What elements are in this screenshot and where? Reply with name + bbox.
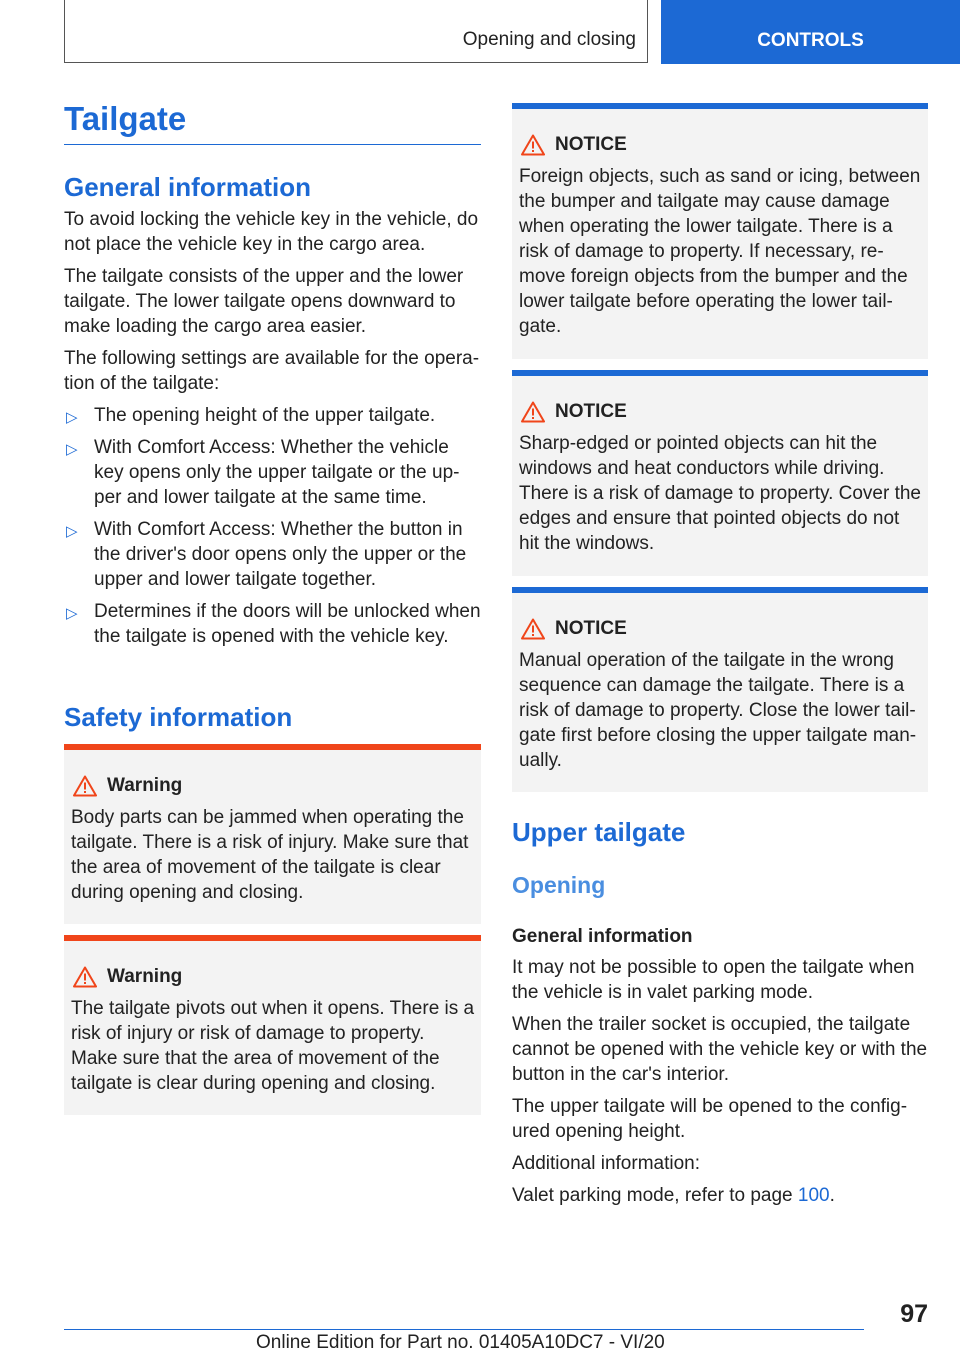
warning-box-2 bbox=[64, 935, 481, 1115]
footer-edition: Online Edition for Part no. 01405A10DC7 - VI/20 bbox=[256, 1332, 665, 1353]
warning-body: Body parts can be jammed when operating the tailgate. There is a risk of injury. Make sure that the area of movement of the tailgate is clear during opening and closing. bbox=[71, 807, 469, 903]
safety-information-heading: Safety information bbox=[64, 702, 293, 732]
warning-triangle-icon bbox=[521, 134, 545, 156]
opening-section bbox=[512, 926, 928, 1208]
opening-heading: Opening bbox=[512, 872, 606, 898]
general-information-subheading: General information bbox=[512, 926, 693, 947]
notice-body: Foreign objects, such as sand or icing, between the bumper and tailgate may cause damage when operating the lower tailgate. There is a risk of damage to property. If necessary, re‐move foreign objects from the bumper and the lower tailgate before operating the lower tail‐gate. bbox=[519, 166, 921, 337]
page-number: 97 bbox=[900, 1300, 928, 1328]
upper-tailgate-heading: Upper tailgate bbox=[512, 817, 686, 847]
list-item: ▷ With Comfort Access: Whether the button in the driver's door opens only the upper or the upper and lower tailgate together. bbox=[66, 519, 467, 590]
notice-box-1 bbox=[512, 103, 928, 359]
footer-divider bbox=[64, 1329, 864, 1330]
warning-body: The tailgate pivots out when it opens. There is a risk of injury or risk of damage to property. Make sure that the area of movement of the tailgate is clear during opening and closing. bbox=[71, 998, 475, 1094]
general-information-section bbox=[64, 172, 481, 656]
list-item: ▷ Determines if the doors will be unlocked when the tailgate is opened with the vehicle key. bbox=[66, 601, 481, 647]
list-item: ▷ The opening height of the upper tailgate. bbox=[64, 403, 481, 428]
list-item: ▷ With Comfort Access: Whether the vehicle key opens only the upper tailgate or the up‐per and lower tailgate at the same time. bbox=[66, 437, 460, 508]
header-tab-controls[interactable]: CONTROLS bbox=[661, 0, 960, 64]
warning-triangle-icon bbox=[73, 775, 97, 797]
triangle-bullet-icon: ▷ bbox=[66, 441, 78, 458]
warning-box-1 bbox=[64, 744, 481, 924]
warning-title: Warning bbox=[73, 966, 481, 988]
triangle-bullet-icon: ▷ bbox=[66, 523, 78, 540]
general-paragraph-3: The following settings are available for the opera‐tion of the tailgate: bbox=[64, 348, 480, 394]
notice-title: NOTICE bbox=[521, 618, 928, 640]
notice-body: Sharp-edged or pointed objects can hit the windows and heat conductors while driving. There is a risk of damage to property. Cover the edges and ensure that pointed objects do not hit the windows. bbox=[519, 433, 921, 554]
additional-information-label: Additional information: bbox=[512, 1153, 700, 1174]
notice-body: Manual operation of the tailgate in the wrong sequence can damage the tailgate. There is a risk of damage to property. Close the lower tail‐gate first before closing the upper tailgate man‐ually. bbox=[519, 650, 917, 771]
header-section-title: Opening and closing bbox=[462, 29, 636, 50]
notice-box-2 bbox=[512, 370, 928, 576]
general-paragraph-1: To avoid locking the vehicle key in the vehicle, do not place the vehicle key in the cargo area. bbox=[64, 209, 479, 255]
page-reference-link[interactable]: 100 bbox=[797, 1185, 830, 1206]
warning-triangle-icon bbox=[521, 618, 545, 640]
triangle-bullet-icon: ▷ bbox=[66, 409, 78, 426]
warning-triangle-icon bbox=[521, 401, 545, 423]
general-paragraph-2: The tailgate consists of the upper and the lower tailgate. The lower tailgate opens downward to make loading the cargo area easier. bbox=[64, 266, 464, 337]
triangle-bullet-icon: ▷ bbox=[66, 605, 78, 622]
valet-reference: Valet parking mode, refer to page 100. bbox=[512, 1185, 835, 1206]
notice-box-3 bbox=[512, 587, 928, 792]
warning-triangle-icon bbox=[73, 966, 97, 988]
notice-title: NOTICE bbox=[521, 401, 928, 423]
settings-list bbox=[64, 403, 481, 649]
page-title: Tailgate bbox=[64, 100, 481, 145]
warning-title: Warning bbox=[73, 775, 481, 797]
opening-paragraph-1: It may not be possible to open the tailgate when the vehicle is in valet parking mode. bbox=[512, 957, 915, 1003]
general-information-heading: General information bbox=[64, 172, 312, 202]
notice-title: NOTICE bbox=[521, 134, 928, 156]
opening-paragraph-2: When the trailer socket is occupied, the tailgate cannot be opened with the vehicle key or with the button in the car's interior. bbox=[512, 1014, 928, 1085]
opening-paragraph-3: The upper tailgate will be opened to the config‐ured opening height. bbox=[512, 1096, 908, 1142]
